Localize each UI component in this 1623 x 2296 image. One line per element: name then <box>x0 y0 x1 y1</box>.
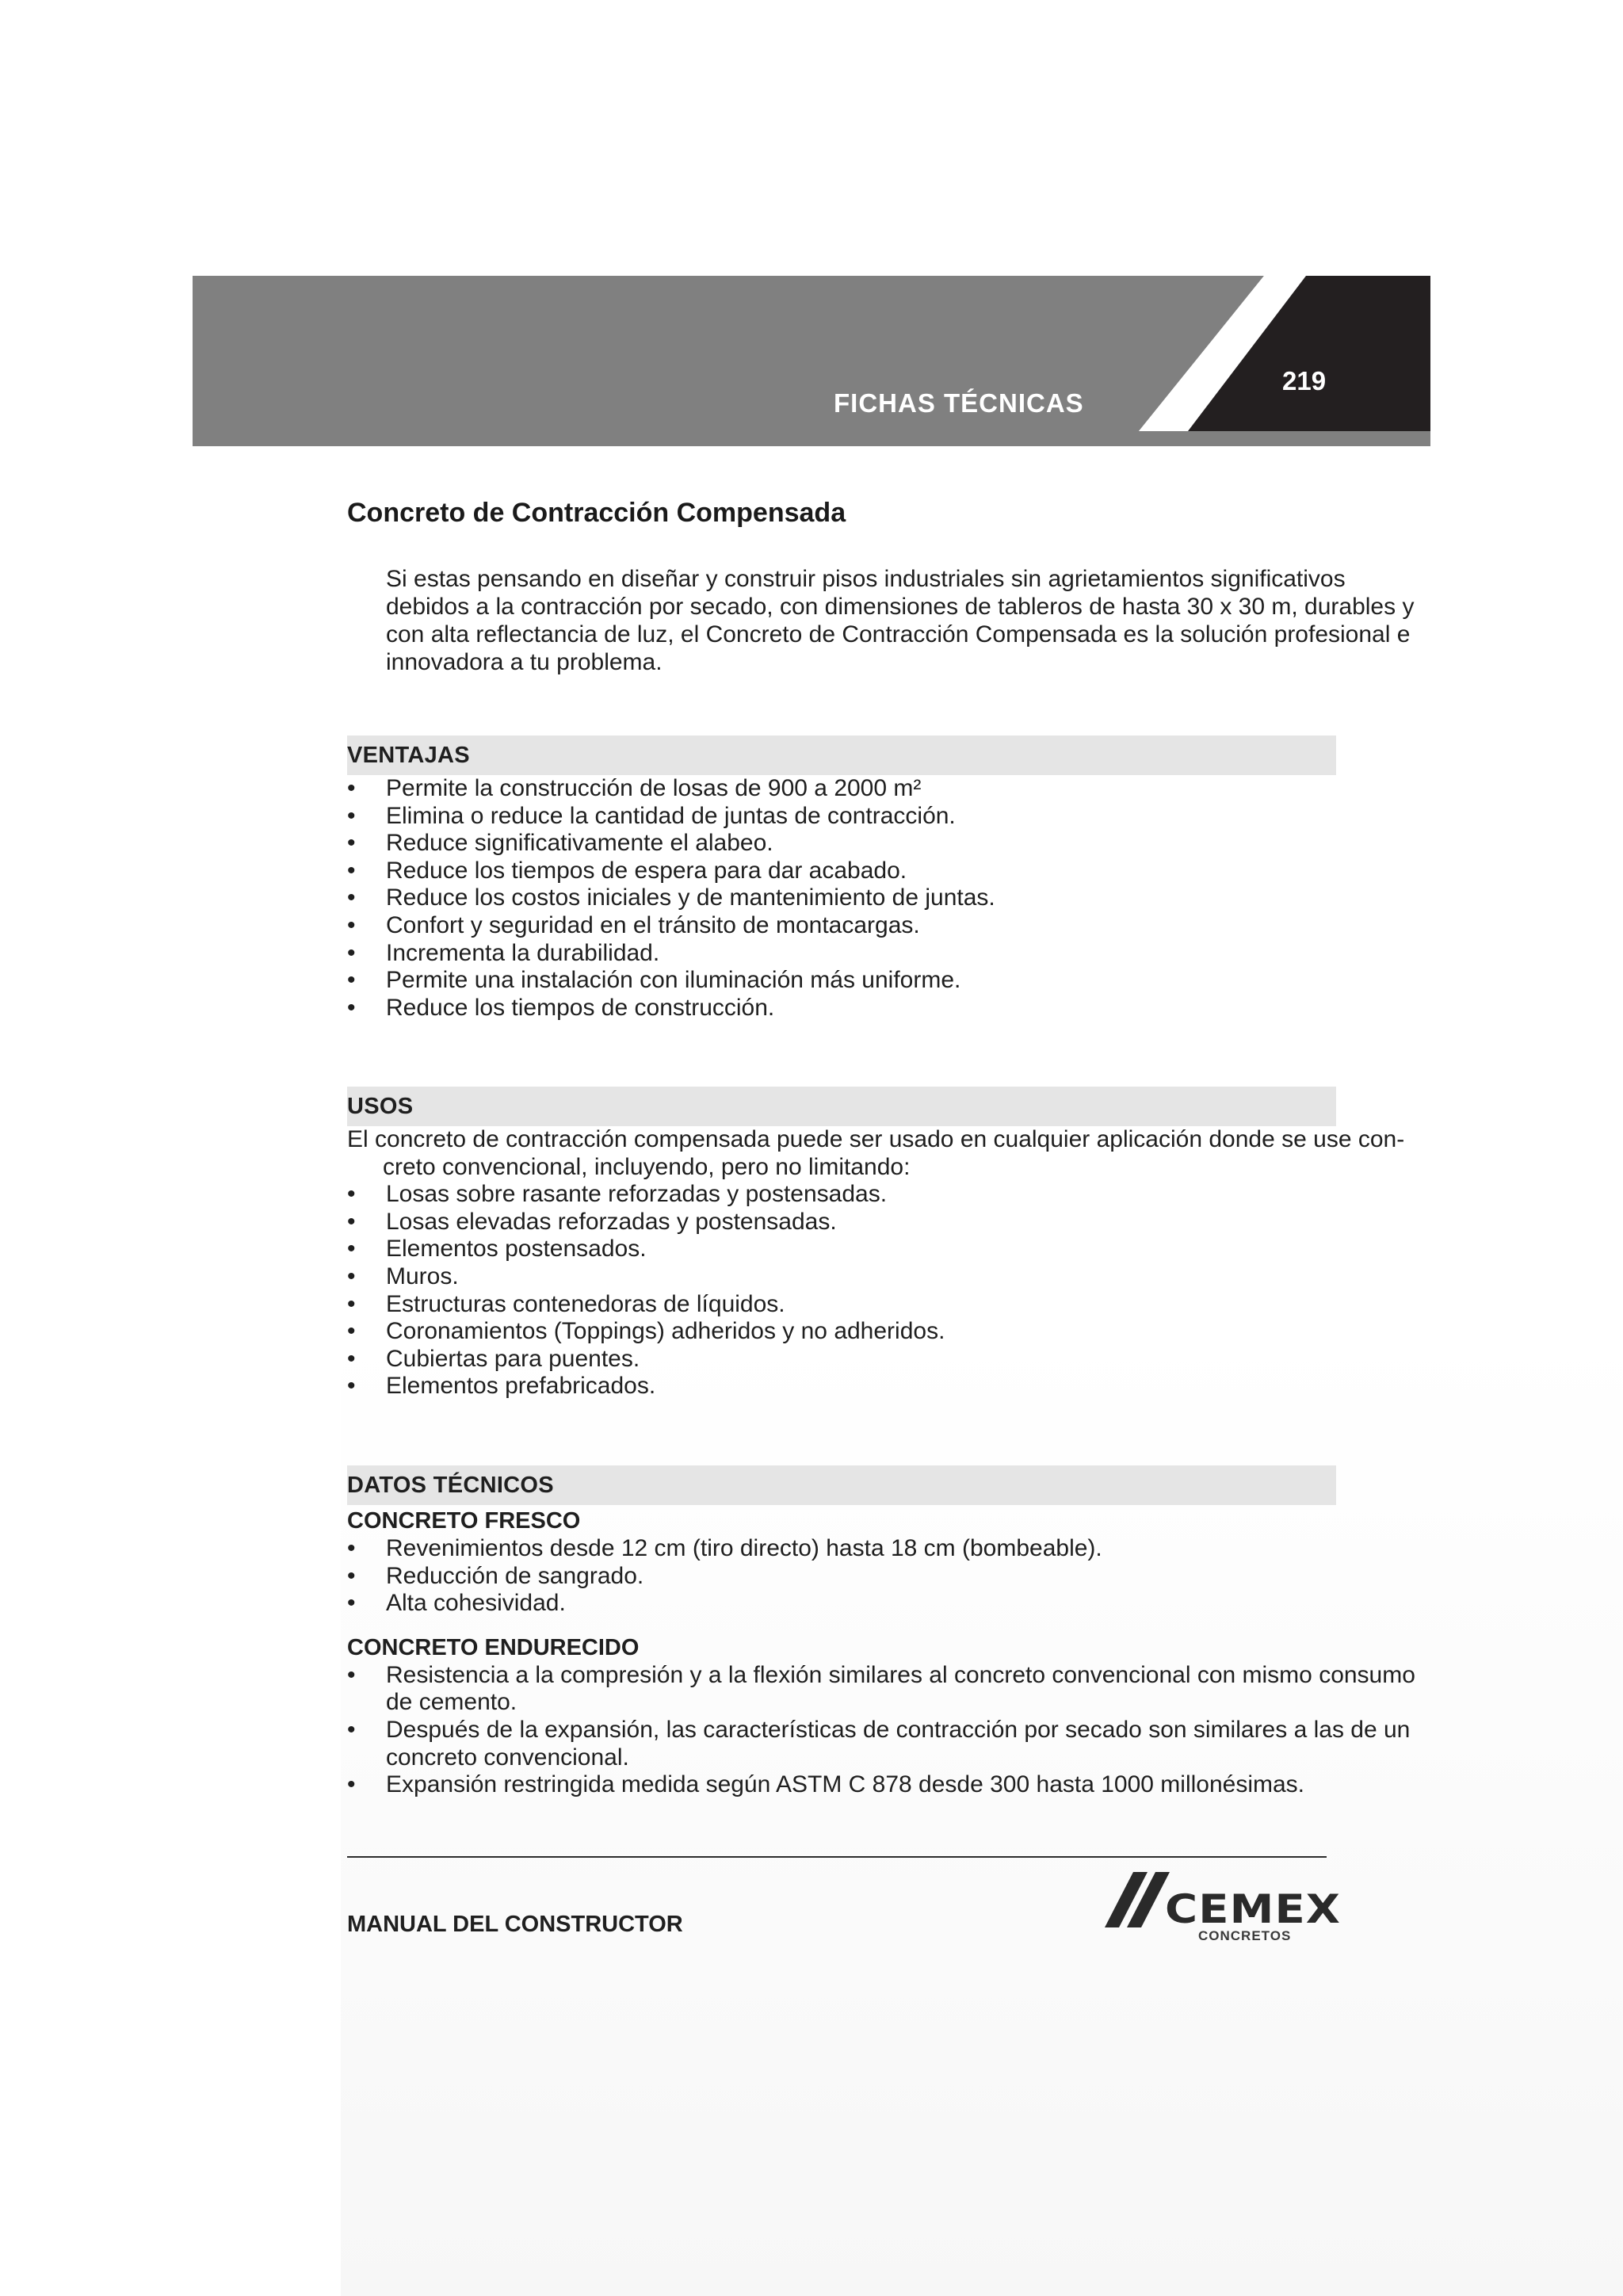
list-item: • Permite una instalación con iluminación más uniforme. <box>347 967 961 994</box>
list-item: • Reduce significativamente el alabeo. <box>347 830 773 857</box>
datos-tecnicos-heading: DATOS TÉCNICOS <box>347 1465 1336 1505</box>
list-item: • Muros. <box>347 1263 459 1289</box>
list-item: • Permite la construcción de losas de 900 a 2000 m² <box>347 775 922 801</box>
list-item: • Después de la expansión, las características de contracción por secado son similares a las de un concreto convencional. <box>347 1716 1411 1771</box>
list-item: • Expansión restringida medida según ASTM C 878 desde 300 hasta 1000 millonésimas. <box>347 1771 1305 1798</box>
header-band <box>193 276 1430 446</box>
intro-line: innovadora a tu problema. <box>386 649 663 675</box>
list-item: • Elimina o reduce la cantidad de juntas de contracción. <box>347 802 956 829</box>
list-item: • Cubiertas para puentes. <box>347 1345 640 1372</box>
list-item: • Resistencia a la compresión y a la flexión similares al concreto convencional con mismo consumo de cemento. <box>347 1661 1415 1716</box>
usos-section <box>347 1087 1405 1400</box>
list-item: • Coronamientos (Toppings) adheridos y no adheridos. <box>347 1318 945 1345</box>
intro-line: debidos a la contracción por secado, con dimensiones de tableros de hasta 30 x 30 m, durables y <box>386 594 1415 620</box>
intro-line: con alta reflectancia de luz, el Concreto de Contracción Compensada es la solución profesional e <box>386 621 1411 648</box>
concreto-endurecido-list <box>347 1661 1415 1799</box>
ventajas-heading: VENTAJAS <box>347 735 1336 775</box>
footer-divider <box>347 1856 1327 1858</box>
intro-line: Si estas pensando en diseñar y construir pisos industriales sin agrietamientos significativos <box>386 566 1346 592</box>
document-title: Concreto de Contracción Compensada <box>347 498 846 528</box>
list-item: • Incrementa la durabilidad. <box>347 939 660 966</box>
ventajas-section <box>347 735 1336 1022</box>
usos-heading: USOS <box>347 1087 1336 1126</box>
concreto-fresco-heading: CONCRETO FRESCO <box>347 1508 581 1534</box>
ventajas-list <box>347 775 1336 1022</box>
list-item: • Losas sobre rasante reforzadas y postensadas. <box>347 1181 888 1208</box>
list-item: • Reduce los tiempos de espera para dar acabado. <box>347 857 907 884</box>
list-item: • Reduce los costos iniciales y de mantenimiento de juntas. <box>347 884 995 911</box>
list-item: • Estructuras contenedoras de líquidos. <box>347 1290 785 1317</box>
usos-intro-line: El concreto de contracción compensada puede ser usado en cualquier aplicación donde se use con- <box>347 1126 1405 1152</box>
concreto-fresco-list <box>347 1535 1336 1618</box>
list-item: • Reducción de sangrado. <box>347 1562 644 1589</box>
concreto-endurecido-heading: CONCRETO ENDURECIDO <box>347 1634 640 1660</box>
datos-tecnicos-section <box>347 1465 1415 1799</box>
section-title: FICHAS TÉCNICAS <box>834 388 1084 418</box>
page-number: 219 <box>1282 366 1327 395</box>
usos-intro-line: creto convencional, incluyendo, pero no limitando: <box>383 1153 911 1180</box>
usos-list <box>347 1181 1336 1400</box>
list-item: • Confort y seguridad en el tránsito de montacargas. <box>347 911 920 938</box>
list-item: • Revenimientos desde 12 cm (tiro directo) hasta 18 cm (bombeable). <box>347 1535 1102 1561</box>
list-item: • Elementos prefabricados. <box>347 1373 656 1400</box>
list-item: • Reduce los tiempos de construcción. <box>347 994 775 1021</box>
logo-subtitle: CONCRETOS <box>1198 1928 1292 1943</box>
footer-label: MANUAL DEL CONSTRUCTOR <box>347 1912 683 1937</box>
list-item: • Losas elevadas reforzadas y postensadas. <box>347 1208 837 1235</box>
list-item: • Elementos postensados. <box>347 1236 647 1263</box>
intro-paragraph <box>386 565 1415 676</box>
list-item: • Alta cohesividad. <box>347 1590 566 1617</box>
usos-intro <box>347 1126 1405 1181</box>
logo-wordmark: CEMEX <box>1165 1886 1342 1932</box>
